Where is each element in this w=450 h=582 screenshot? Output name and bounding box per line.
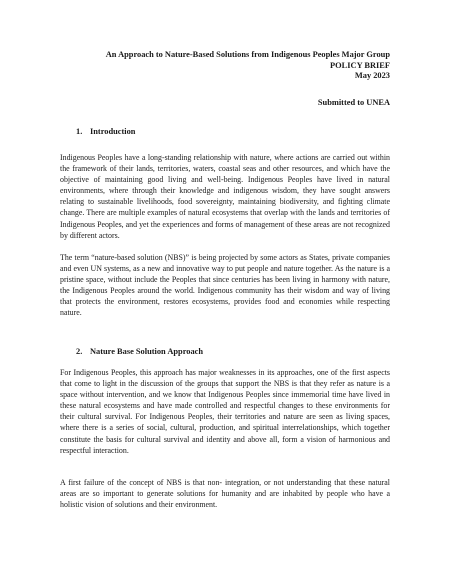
section-number: 2. [76,347,83,356]
section-title: Nature Base Solution Approach [90,347,204,356]
paragraph: The term “nature-based solution (NBS)” is being projected by some actors as States, private companies and even UN systems, as a new and innovative way to put people and nature together. As the nature is a pristine space, without include the Peoples that since centuries has been living in harmony with nature, the Indigenous Peoples around the world. Indigenous community has their wisdom and way of living that protects the environment, restores ecosystems, provides food and economies while respecting nature. [60,253,390,318]
document-title: An Approach to Nature-Based Solutions from Indigenous Peoples Major Group [105,50,390,59]
paragraph: A first failure of the concept of NBS is that non- integration, or not understanding that these natural areas are so important to generate solutions for humanity and are inhabited by people who have a holistic vision of solutions and their environment. [60,478,390,510]
submitted-to: Submitted to UNEA [317,98,390,107]
section-number: 1. [76,127,83,136]
document-date: May 2023 [354,71,390,80]
document-type: POLICY BRIEF [330,60,390,70]
document-header [30,50,390,82]
section-heading-nbs-approach [76,347,203,356]
section-heading-introduction [76,127,135,136]
paragraph: For Indigenous Peoples, this approach has major weaknesses in its approaches, one of the first aspects that come to light in the discussion of the groups that support the NBS is that they refer as nature is a space without intervention, and we know that Indigenous Peoples since immemorial time have lived in these natural ecosystems and have made controlled and respectful changes to these environments for their cultural survival. For Indigenous Peoples, their territories and nature are seen as living spaces, where there is a series of social, cultural, production, and spiritual interrelationships, which together constitute the basis for cultural survival and identity and above all, form a vision of harmonious and respectful interaction. [60,368,390,455]
paragraph: Indigenous Peoples have a long-standing relationship with nature, where actions are carried out within the framework of their lands, territories, waters, coastal seas and other resources, and which have the objective of maintaining good living and well-being. Indigenous Peoples have lived in natural environments, where through their knowledge and indigenous wisdom, they have sought answers relating to sustainable livelihoods, food sovereignty, maintaining biodiversity, and fighting climate change. There are multiple examples of natural ecosystems that overlap with the lands and territories of Indigenous Peoples, and yet the experiences and forms of management of these areas are not recognized by different actors. [60,153,390,240]
section-title: Introduction [90,127,136,136]
